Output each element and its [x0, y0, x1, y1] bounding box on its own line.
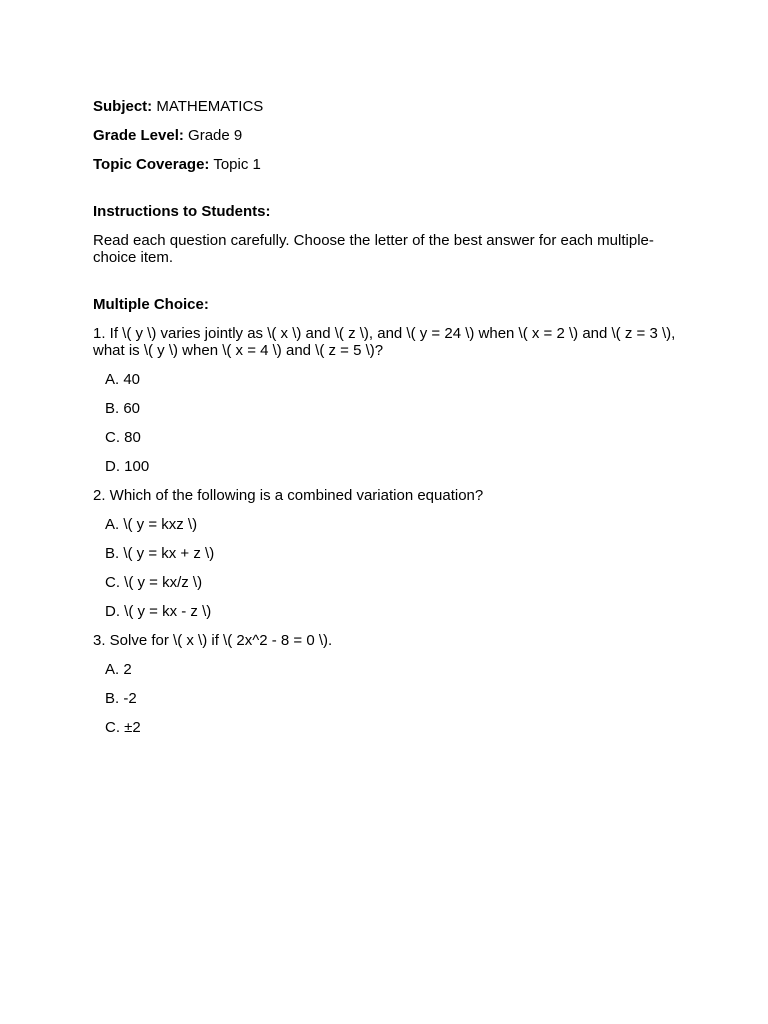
- question-3-text: 3. Solve for \( x \) if \( 2x^2 - 8 = 0 \).: [93, 632, 333, 649]
- question-1-choices: [93, 371, 683, 475]
- grade-level-line: [93, 127, 683, 144]
- question-2-choice-a: A. \( y = kxz \): [105, 516, 198, 533]
- question-2-choices: [93, 516, 683, 620]
- question-1-text: 1. If \( y \) varies jointly as \( x \) and \( z \), and \( y = 24 \) when \( x = 2 \) and \( z = 3 \), what is \( y \) when \( x = 4 \) and \( z = 5 \)?: [93, 325, 676, 359]
- question-3-choice-b: B. -2: [105, 690, 137, 707]
- subject-label: Subject:: [93, 98, 153, 115]
- instructions-text: Read each question carefully. Choose the letter of the best answer for each multiple-choice item.: [93, 232, 654, 266]
- question-3-choice-c: C. ±2: [105, 719, 141, 736]
- topic-coverage-label: Topic Coverage:: [93, 156, 210, 173]
- question-1-choice-a: A. 40: [105, 371, 141, 388]
- subject-value: MATHEMATICS: [156, 98, 264, 115]
- instructions-heading: Instructions to Students:: [93, 203, 271, 220]
- question-block: [93, 487, 683, 620]
- question-block: [93, 325, 683, 475]
- question-3-choice-a: A. 2: [105, 661, 132, 678]
- subject-line: [93, 98, 683, 115]
- question-2-choice-d: D. \( y = kx - z \): [105, 603, 212, 620]
- question-2-choice-b: B. \( y = kx + z \): [105, 545, 215, 562]
- question-1-choice-c: C. 80: [105, 429, 141, 446]
- grade-level-value: Grade 9: [188, 127, 243, 144]
- question-1-choice-d: D. 100: [105, 458, 150, 475]
- grade-level-label: Grade Level:: [93, 127, 184, 144]
- question-3-choices: [93, 661, 683, 736]
- question-2-choice-c: C. \( y = kx/z \): [105, 574, 203, 591]
- question-1-choice-b: B. 60: [105, 400, 141, 417]
- topic-coverage-line: [93, 156, 683, 173]
- worksheet-page: [93, 98, 683, 748]
- topic-coverage-value: Topic 1: [213, 156, 261, 173]
- question-2-text: 2. Which of the following is a combined variation equation?: [93, 487, 484, 504]
- multiple-choice-heading: Multiple Choice:: [93, 296, 209, 313]
- question-block: [93, 632, 683, 736]
